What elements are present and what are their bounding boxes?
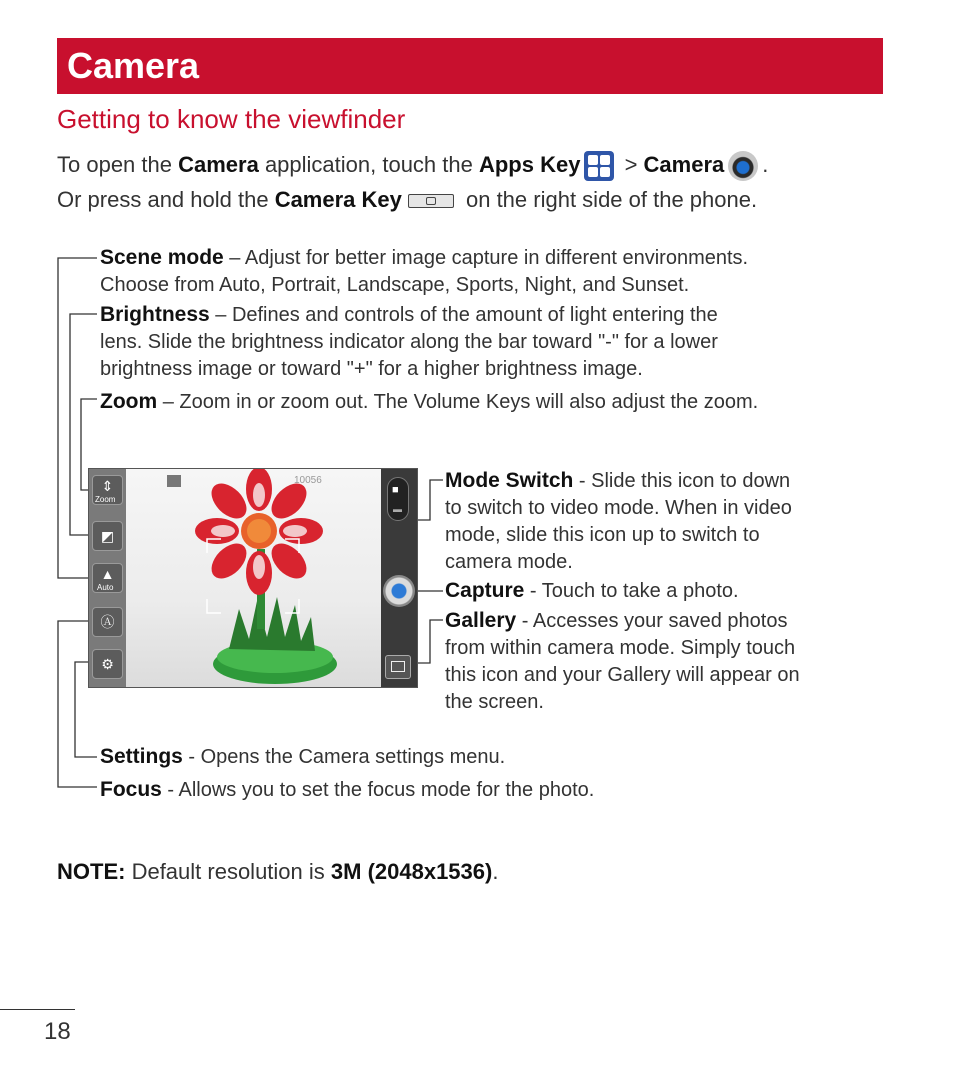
focus-button[interactable] (92, 607, 123, 637)
callout-text: the screen. (445, 691, 544, 713)
scene-mode-button[interactable] (92, 563, 123, 593)
note-text: Default resolution is (125, 859, 331, 884)
callout-text: Allows you to set the focus mode for the photo. (178, 779, 595, 801)
left-control-bar (89, 469, 126, 687)
brightness-icon: ◩ (100, 528, 115, 544)
callout-sep: - (182, 746, 201, 768)
flower-scene-image (89, 469, 418, 688)
resolution-note (57, 856, 498, 888)
callout-sep: – (223, 247, 245, 269)
callout-text: Adjust for better image capture in different environments. (244, 247, 749, 269)
settings-button[interactable] (92, 649, 123, 679)
callout-label: Scene mode (100, 246, 224, 269)
page-number: 18 (44, 1018, 71, 1045)
zoom-button[interactable] (92, 475, 123, 505)
gear-icon: ⚙ (101, 656, 114, 672)
note-label: NOTE: (57, 859, 126, 884)
callout-sep: - (161, 779, 179, 801)
callout-text: Zoom in or zoom out. The Volume Keys will also adjust the zoom. (179, 391, 759, 413)
zoom-icon: ⇕ (101, 478, 114, 494)
callout-text: Slide this icon to down (591, 470, 791, 492)
callout-scene-mode (100, 244, 748, 299)
callout-gallery (445, 607, 800, 716)
callout-text: camera mode. (445, 551, 573, 573)
zoom-button-label: Zoom (95, 495, 116, 504)
scene-mode-button-label: Auto (97, 583, 114, 592)
note-resolution-value: 3M (2048x1536) (330, 859, 493, 884)
right-control-bar (381, 469, 417, 687)
intro-text: . (762, 152, 769, 177)
focus-auto-icon: Ⓐ (100, 614, 115, 630)
callout-capture (445, 577, 739, 605)
callout-sep: - (516, 610, 533, 632)
intro-text: Or press and hold the (57, 187, 275, 212)
shots-remaining-counter: 10056 (294, 475, 322, 486)
callout-text: Choose from Auto, Portrait, Landscape, Sports, Night, and Sunset. (100, 274, 690, 296)
callout-label: Zoom (100, 390, 158, 413)
callout-text: Accesses your saved photos (532, 610, 788, 632)
callout-text: mode, slide this icon up to switch to (445, 524, 760, 546)
intro-camera-label: Camera (178, 152, 259, 177)
callout-label: Settings (100, 745, 183, 768)
intro-text: on the right side of the phone. (459, 187, 758, 212)
callout-label: Focus (100, 778, 162, 801)
callout-focus (100, 776, 594, 804)
intro-camera-label: Camera (643, 152, 725, 177)
callout-settings (100, 743, 505, 771)
callout-label: Brightness (100, 303, 210, 326)
callout-label: Gallery (445, 609, 517, 632)
intro-apps-key-label: Apps Key (478, 152, 581, 177)
landscape-icon: ▲ (100, 566, 115, 582)
capture-button[interactable] (383, 575, 415, 607)
callout-label: Capture (445, 579, 525, 602)
intro-text: application, touch the (258, 152, 479, 177)
intro-text: To open the (57, 152, 179, 177)
camera-mode-icon: ■ (392, 484, 399, 496)
callout-text: Defines and controls of the amount of light entering the (231, 304, 718, 326)
chapter-title: Camera (57, 38, 883, 94)
intro-camera-key-label: Camera Key (274, 187, 402, 212)
gallery-button[interactable] (385, 655, 411, 679)
note-text: . (492, 859, 499, 884)
callout-label: Mode Switch (445, 469, 574, 492)
intro-text: > (618, 152, 644, 177)
viewfinder-screenshot (88, 468, 418, 688)
callout-text: brightness image or toward "+" for a higher brightness image. (100, 358, 643, 380)
section-title: Getting to know the viewfinder (57, 104, 406, 134)
video-mode-icon: ▬ (393, 504, 402, 514)
callout-sep: - (524, 580, 542, 602)
callout-sep: – (209, 304, 232, 326)
callout-text: lens. Slide the brightness indicator along the bar toward "-" for a lower (100, 331, 718, 353)
callout-text: Touch to take a photo. (541, 580, 739, 602)
callout-zoom (100, 388, 758, 416)
callout-brightness (100, 301, 718, 383)
callout-text: to switch to video mode. When in video (445, 497, 792, 519)
gallery-line (418, 620, 443, 663)
callout-sep: – (157, 391, 180, 413)
callout-mode-switch (445, 467, 792, 576)
brightness-button[interactable] (92, 521, 123, 551)
mode-switch-line (418, 480, 443, 520)
callout-text: this icon and your Gallery will appear on (445, 664, 800, 686)
footer-rule (0, 1009, 75, 1010)
callout-sep: - (573, 470, 592, 492)
callout-text: Opens the Camera settings menu. (200, 746, 506, 768)
callout-text: from within camera mode. Simply touch (445, 637, 796, 659)
mode-switch-toggle[interactable] (387, 477, 409, 521)
